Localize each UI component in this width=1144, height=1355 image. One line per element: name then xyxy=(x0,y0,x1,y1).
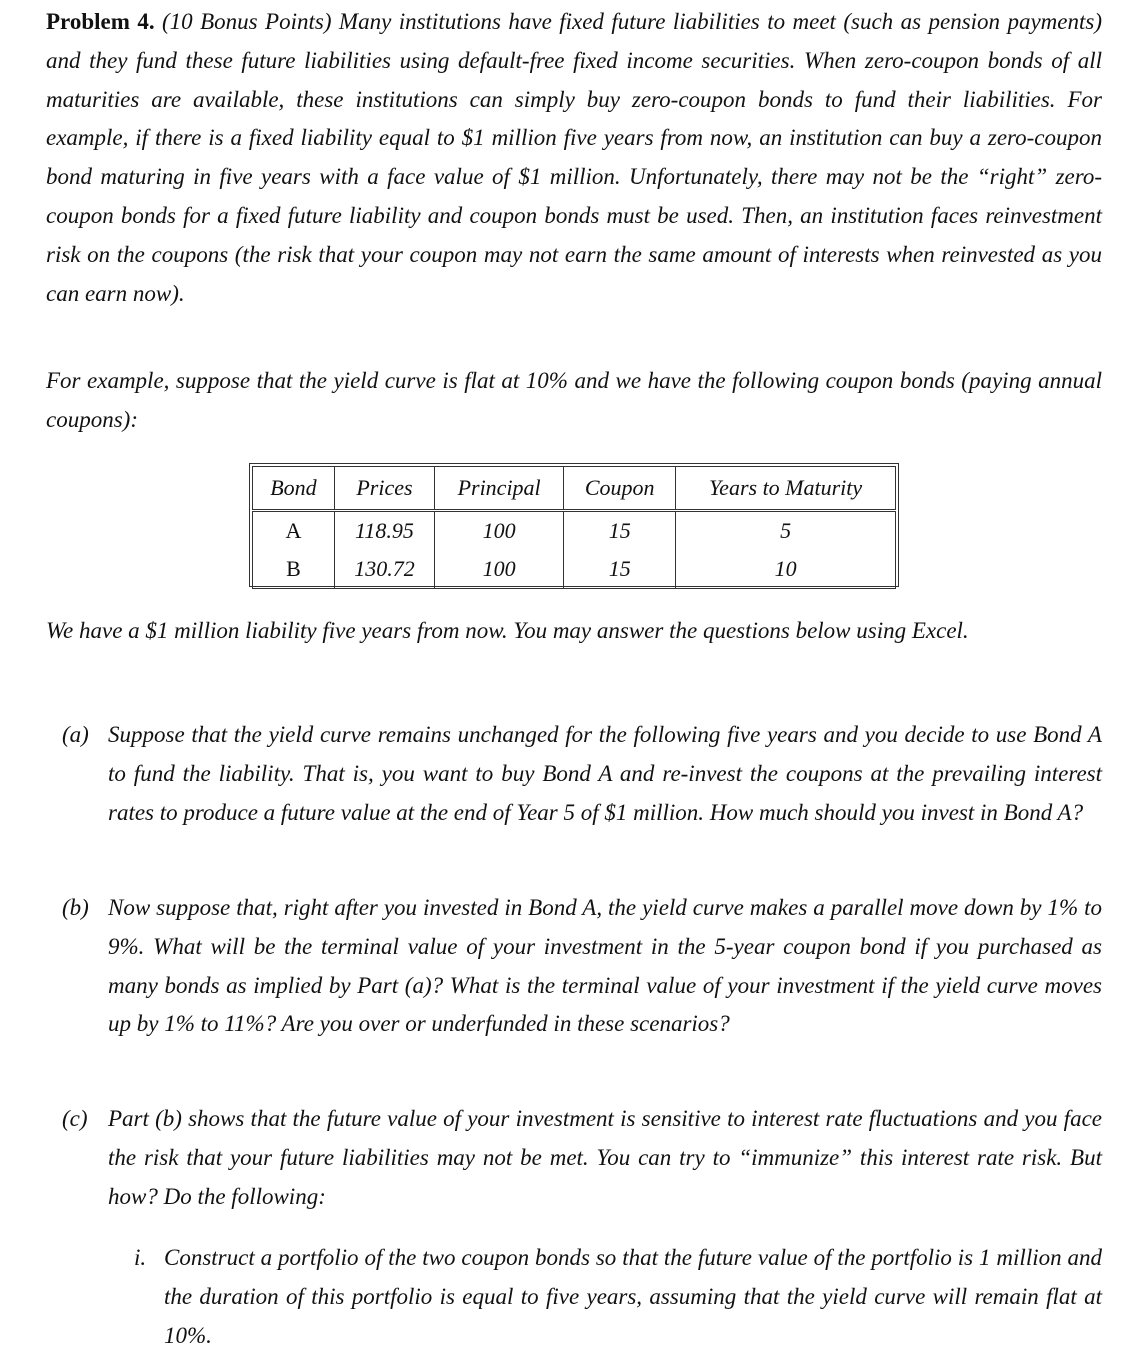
table-row xyxy=(253,511,896,551)
table-row xyxy=(253,550,896,589)
subpart-i-text: Construct a portfolio of the two coupon bonds so that the future value of the portfolio is 1 million and the duration of this portfolio is equal to five years, assuming that the yield curve will remain flat at 10%. xyxy=(164,1245,1102,1348)
header-prices: Prices xyxy=(334,467,434,511)
cell-bond: A xyxy=(253,511,335,551)
problem-intro-text: (10 Bonus Points) Many institutions have fixed future liabilities to meet (such as pension payments) and they fund these future liabilities using default-free fixed income securities. When zero-coupon bonds of all maturities are available, these institutions can simply buy zero-coupon bonds to fund their liabilities. For example, if there is a fixed liability equal to $1 million five years from now, an institution can buy a zero-coupon bond maturing in five years with a face value of $1 million. Unfortunately, there may not be the “right” zero-coupon bonds for a fixed future liability and coupon bonds must be used. Then, an institution faces reinvestment risk on the coupons (the risk that your coupon may not earn the same amount of interests when reinvested as you can earn now). xyxy=(46,9,1102,306)
header-principal: Principal xyxy=(434,467,563,511)
part-a-text: Suppose that the yield curve remains unchanged for the following five years and you decide to use Bond A to fund the liability. That is, you want to buy Bond A and re-invest the coupons at the prevailing interest rates to produce a future value at the end of Year 5 of $1 million. How much should you invest in Bond A? xyxy=(108,722,1102,825)
part-b-text: Now suppose that, right after you invested in Bond A, the yield curve makes a parallel move down by 1% to 9%. What will be the terminal value of your investment in the 5-year coupon bond if you purchased as many bonds as implied by Part (a)? What is the terminal value of your investment if the yield curve moves up by 1% to 11%? Are you over or underfunded in these scenarios? xyxy=(108,895,1102,1037)
cell-coupon: 15 xyxy=(564,511,676,551)
problem-heading: Problem 4. xyxy=(46,9,155,34)
part-c-text: Part (b) shows that the future value of your investment is sensitive to interest rate fluctuations and you face the risk that your future liabilities may not be met. You can try to “immunize” this interest rate risk. But how? Do the following: xyxy=(108,1106,1102,1209)
cell-principal: 100 xyxy=(434,550,563,589)
bond-table-frame xyxy=(249,463,899,587)
part-a-marker: (a) xyxy=(62,722,89,747)
cell-bond: B xyxy=(253,550,335,589)
problem-intro-paragraph xyxy=(46,3,1102,313)
cell-years: 5 xyxy=(676,511,896,551)
subpart-i-marker: i. xyxy=(134,1245,147,1270)
bond-table xyxy=(252,466,896,589)
bond-table-header-row xyxy=(253,467,896,511)
example-paragraph: For example, suppose that the yield curve is flat at 10% and we have the following coupon bonds (paying annual coupons): xyxy=(46,368,1102,432)
cell-principal: 100 xyxy=(434,511,563,551)
cell-price: 130.72 xyxy=(334,550,434,589)
part-b-marker: (b) xyxy=(62,895,89,920)
header-bond: Bond xyxy=(253,467,335,511)
cell-price: 118.95 xyxy=(334,511,434,551)
part-c-marker: (c) xyxy=(62,1106,88,1131)
cell-coupon: 15 xyxy=(564,550,676,589)
header-coupon: Coupon xyxy=(564,467,676,511)
liability-paragraph: We have a $1 million liability five years from now. You may answer the questions below using Excel. xyxy=(46,618,969,643)
header-years-to-maturity: Years to Maturity xyxy=(676,467,896,511)
cell-years: 10 xyxy=(676,550,896,589)
